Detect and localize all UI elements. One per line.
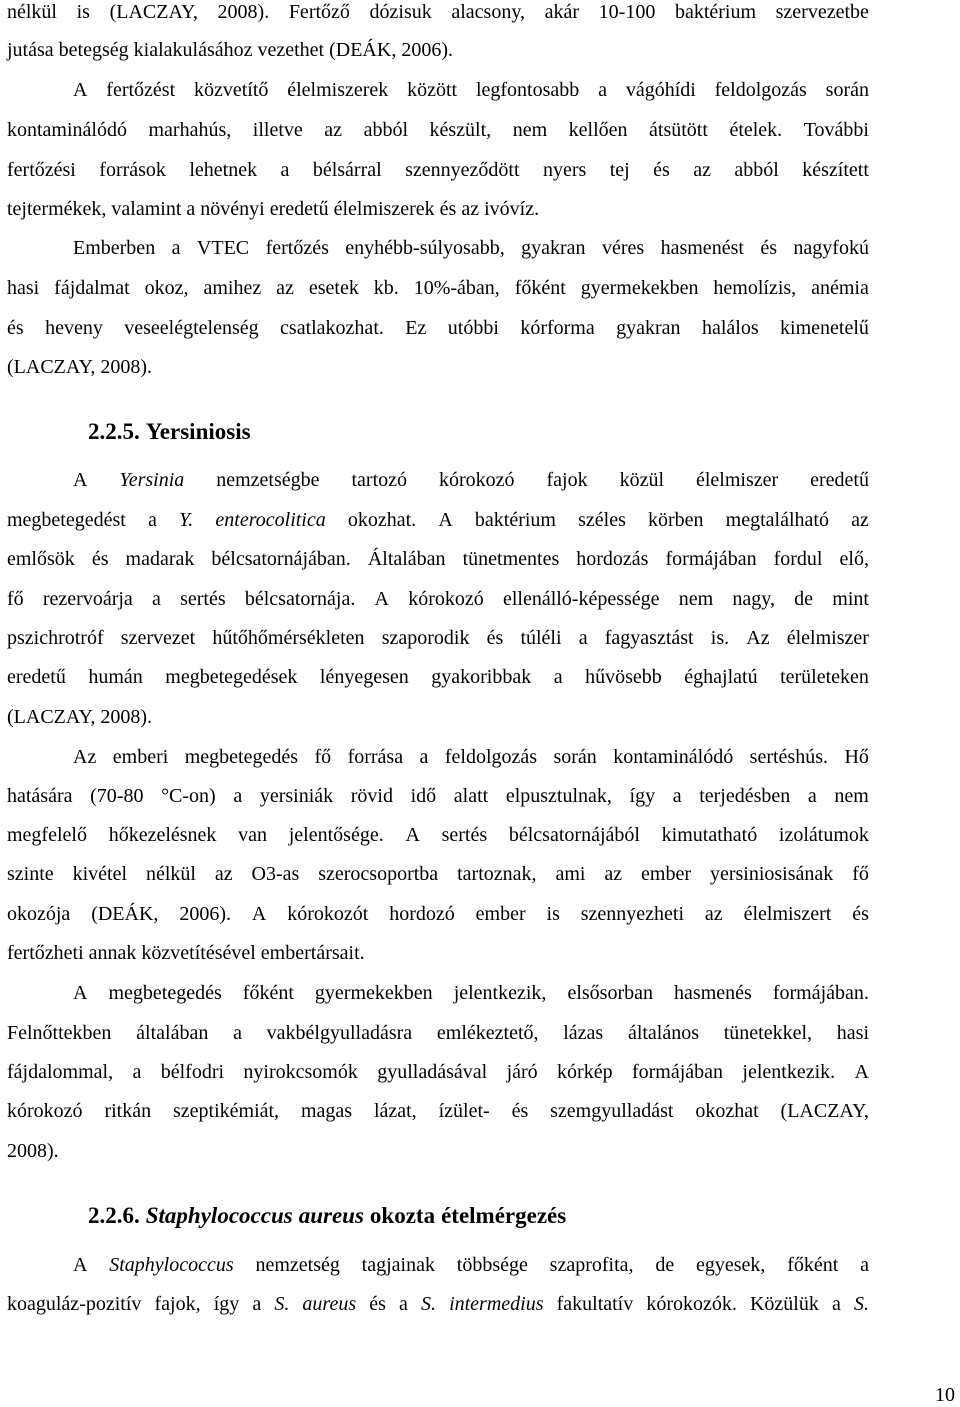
text-line: megbetegedést a Y. enterocolitica okozhat. A baktérium széles körben megtalálható az xyxy=(7,509,869,531)
text-line: fájdalommal, a bélfodri nyirokcsomók gyulladásával járó kórkép formájában jelentkezik. A xyxy=(7,1061,869,1083)
text-line: kontaminálódó marhahús, illetve az abból készült, nem kellően átsütött ételek. További xyxy=(7,119,869,141)
text-line: (LACZAY, 2008). xyxy=(7,706,153,728)
text-line: és heveny veseelégtelenség csatlakozhat. Ez utóbbi kórforma gyakran halálos kimenetelű xyxy=(7,317,869,339)
text-line: A fertőzést közvetítő élelmiszerek között legfontosabb a vágóhídi feldolgozás során xyxy=(73,79,869,101)
text-line: A Staphylococcus nemzetség tagjainak többsége szaprofita, de egyesek, főként a xyxy=(73,1254,869,1276)
text-line: fő rezervoárja a sertés bélcsatornája. A kórokozó ellenálló-képessége nem nagy, de mint xyxy=(7,588,869,610)
page-number: 10 xyxy=(935,1384,955,1406)
text-line: A megbetegedés főként gyermekekben jelentkezik, elsősorban hasmenés formájában. xyxy=(73,982,869,1004)
text-line: A Yersinia nemzetségbe tartozó kórokozó fajok közül élelmiszer eredetű xyxy=(73,469,869,491)
text-line: szinte kivétel nélkül az O3-as szerocsoportba tartoznak, ami az ember yersiniosisának fő xyxy=(7,863,869,885)
text-line: jutása betegség kialakulásához vezethet (DEÁK, 2006). xyxy=(7,39,453,61)
text-line: fertőzési források lehetnek a bélsárral szennyeződött nyers tej és az abból készített xyxy=(7,159,869,181)
text-line: 2008). xyxy=(7,1140,59,1162)
text-line: hasi fájdalmat okoz, amihez az esetek kb. 10%-ában, főként gyermekekben hemolízis, anémia xyxy=(7,277,869,299)
text-line: tejtermékek, valamint a növényi eredetű élelmiszerek és az ivóvíz. xyxy=(7,198,540,220)
section-heading: 2.2.5. Yersiniosis xyxy=(88,419,251,444)
text-line: eredetű humán megbetegedések lényegesen gyakoribbak a hűvösebb éghajlatú területeken xyxy=(7,666,869,688)
text-line: pszichrotróf szervezet hűtőhőmérsékleten szaporodik és túléli a fagyasztást is. Az élelmiszer xyxy=(7,627,869,649)
text-line: koaguláz-pozitív fajok, így a S. aureus és a S. intermedius fakultatív kórokozók. Közülük a S. xyxy=(7,1293,869,1315)
text-line: (LACZAY, 2008). xyxy=(7,356,153,378)
text-line: emlősök és madarak bélcsatornájában. Általában tünetmentes hordozás formájában fordul elő, xyxy=(7,548,869,570)
section-heading: 2.2.6. Staphylococcus aureus okozta ételmérgezés xyxy=(88,1203,567,1228)
text-line: hatására (70-80 °C-on) a yersiniák rövid idő alatt elpusztulnak, így a terjedésben a nem xyxy=(7,785,869,807)
text-line: kórokozó ritkán szeptikémiát, magas lázat, ízület- és szemgyulladást okozhat (LACZAY, xyxy=(7,1100,869,1122)
text-line: Felnőttekben általában a vakbélgyulladásra emlékeztető, lázas általános tünetekkel, hasi xyxy=(7,1022,869,1044)
text-line: Az emberi megbetegedés fő forrása a feldolgozás során kontaminálódó sertéshús. Hő xyxy=(73,746,869,768)
text-line: okozója (DEÁK, 2006). A kórokozót hordozó ember is szennyezheti az élelmiszert és xyxy=(7,903,869,925)
text-line: fertőzheti annak közvetítésével embertársait. xyxy=(7,942,365,964)
text-line: megfelelő hőkezelésnek van jelentősége. A sertés bélcsatornájából kimutatható izolátumok xyxy=(7,824,869,846)
text-line: nélkül is (LACZAY, 2008). Fertőző dózisuk alacsony, akár 10-100 baktérium szervezetbe xyxy=(7,1,869,23)
text-line: Emberben a VTEC fertőzés enyhébb-súlyosabb, gyakran véres hasmenést és nagyfokú xyxy=(73,237,869,259)
